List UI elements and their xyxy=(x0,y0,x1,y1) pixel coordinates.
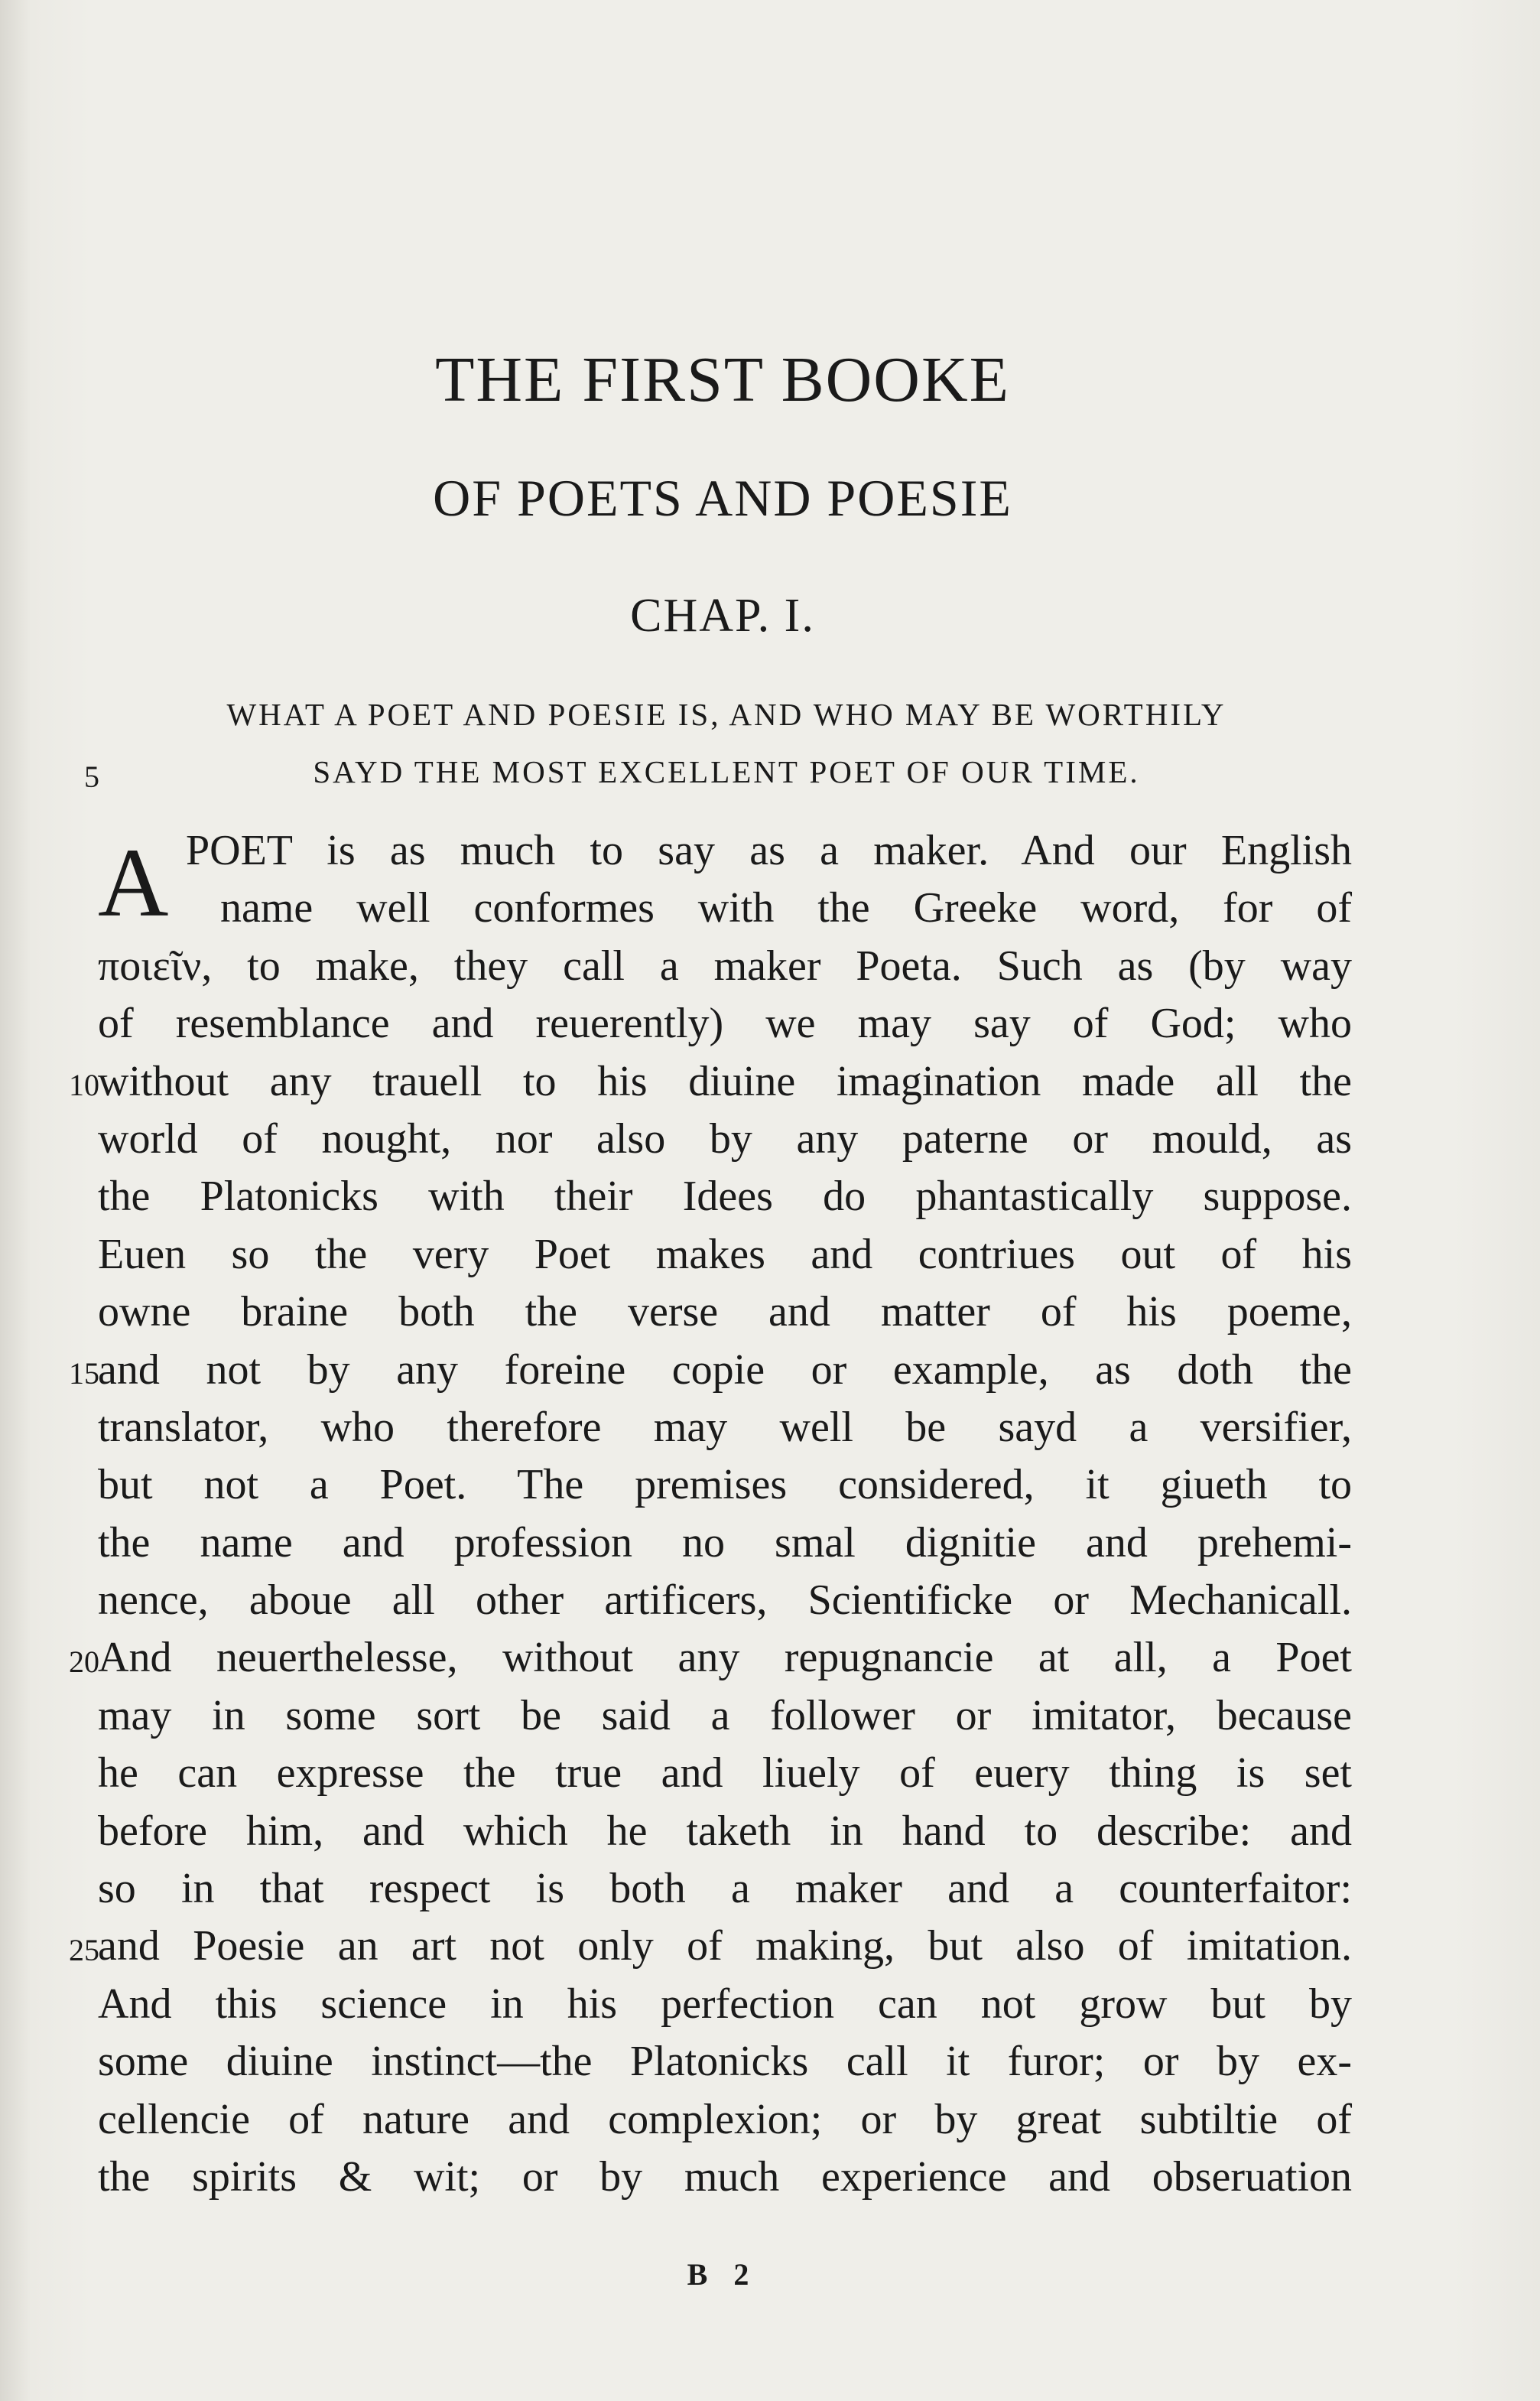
line-number: 20 xyxy=(69,1645,99,1679)
text-line: world of nought, nor also by any paterne or mould, as xyxy=(98,1114,1352,1163)
chapter-summary-line: WHAT A POET AND POESIE IS, AND WHO MAY BE WORTHILY xyxy=(226,697,1226,732)
text-line: the spirits & wit; or by much experience and obseruation xyxy=(98,2152,1352,2201)
text-line: but not a Poet. The premises considered, it giueth to xyxy=(98,1461,1352,1509)
text-line: the Platonicks with their Idees do phantastically suppose. xyxy=(98,1173,1352,1221)
text-line: and Poesie an art not only of making, but also of imitation. xyxy=(98,1922,1352,1970)
body-text xyxy=(98,822,1352,2206)
text-line: the name and profession no smal dignitie and prehemi- xyxy=(98,1518,1352,1567)
text-line: ποιεῖν, to make, they call a maker Poeta. Such as (by way xyxy=(98,942,1352,990)
text-line: translator, who therefore may well be sayd a versifier, xyxy=(98,1403,1352,1451)
text-line: of resemblance and reuerently) we may say of God; who xyxy=(98,1000,1352,1048)
text-line: so in that respect is both a maker and a counterfaitor: xyxy=(98,1865,1352,1913)
book-title: THE FIRST BOOKE xyxy=(435,344,1010,415)
page-signature: B 2 xyxy=(687,2257,759,2292)
chapter-summary-line: SAYD THE MOST EXCELLENT POET OF OUR TIME. xyxy=(313,754,1140,789)
text-line: Euen so the very Poet makes and contriues out of his xyxy=(98,1230,1352,1278)
line-number: 25 xyxy=(69,1933,99,1967)
text-line: may in some sort be said a follower or imitator, because xyxy=(98,1691,1352,1739)
text-line: POET is as much to say as a maker. And our English xyxy=(186,827,1352,874)
book-subtitle: OF POETS AND POESIE xyxy=(433,469,1012,527)
text-line: cellencie of nature and complexion; or by great subtiltie of xyxy=(98,2095,1352,2143)
line-number: 5 xyxy=(84,760,99,794)
drop-cap: A xyxy=(98,828,169,937)
text-line: And this science in his perfection can not grow but by xyxy=(98,1980,1352,2028)
text-line: he can expresse the true and liuely of euery thing is set xyxy=(98,1749,1352,1797)
text-line: some diuine instinct—the Platonicks call it furor; or by ex- xyxy=(98,2038,1352,2086)
text-line: without any trauell to his diuine imagination made all the xyxy=(98,1057,1352,1105)
text-line: nence, aboue all other artificers, Scientificke or Mechanicall. xyxy=(98,1576,1352,1625)
text-line: owne braine both the verse and matter of his poeme, xyxy=(98,1288,1352,1336)
chapter-heading: CHAP. I. xyxy=(630,590,815,642)
text-line: name well conformes with the Greeke word, for of xyxy=(220,884,1352,932)
text-line: And neuerthelesse, without any repugnancie at all, a Poet xyxy=(98,1634,1352,1682)
line-number: 15 xyxy=(69,1356,99,1391)
text-line: before him, and which he taketh in hand to describe: and xyxy=(98,1807,1352,1855)
text-line: and not by any foreine copie or example, as doth the xyxy=(98,1345,1352,1394)
line-number: 10 xyxy=(69,1068,99,1102)
